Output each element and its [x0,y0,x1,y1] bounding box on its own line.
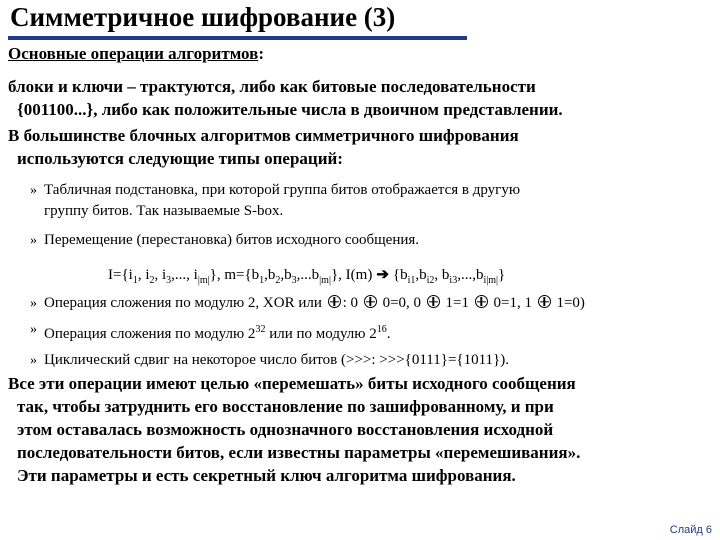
bullet-text-line: Табличная подстановка, при которой группа битов отображается в другую [44,182,521,198]
formula-text: }, m={b [209,267,260,283]
right-arrow-icon: ➔ [376,267,389,283]
formula-text: ,...b [296,267,320,283]
xor-text: Операция сложения по модулю 2, XOR или [44,295,322,311]
list-item [30,293,710,314]
conclusion-line: так, чтобы затруднить его восстановление по зашифрованному, и при [17,397,554,416]
formula-text: } [498,267,506,283]
formula-sub: i1 [407,275,416,286]
formula-text: , i [154,267,167,283]
bullet-text [44,180,520,222]
xor-text: 0=0, 0 [382,295,422,311]
intro-heading-line [8,42,708,65]
xor-circle-plus-icon [475,295,488,308]
paragraph-blocks-line2: {001100...}, либо как положительные числа в двоичном представлении. [17,100,563,119]
formula-text: ,b [264,267,276,283]
xor-text: 1=1 [445,295,469,311]
modulo-text: Операция сложения по модулю 2 [44,326,256,342]
formula-sub: |m| [197,275,210,286]
xor-text: : 0 [342,295,359,311]
bullet-text-xor [44,293,585,314]
formula-text: , b [434,267,450,283]
formula-text: ,b [415,267,427,283]
list-item [30,319,710,345]
formula-sub: 3 [291,275,297,286]
permutation-formula [108,265,505,286]
formula-sub: i2 [426,275,435,286]
formula-text: ,...,b [457,267,484,283]
formula-sub: 2 [149,275,155,286]
bullet-marker: » [30,296,37,311]
paragraph-operations-line2: используются следующие типы операций: [17,149,343,168]
formula-sub: |m| [319,275,331,286]
xor-circle-plus-icon [427,295,440,308]
formula-sub: 1 [132,275,138,286]
bullet-list-b [30,293,710,371]
list-item [30,350,710,371]
formula-text: ,..., i [171,267,198,283]
xor-circle-plus-icon [364,295,377,308]
xor-text: 0=1, 1 [493,295,532,311]
formula-text: ,b [280,267,292,283]
formula-text: I={i [108,267,133,283]
slide-title: Симметричное шифрование (3) [10,2,396,32]
bullet-marker: » [30,183,37,198]
conclusion-line: последовательности битов, если известны параметры «перемешивания». [17,443,581,462]
bullet-list-a2 [30,230,710,251]
formula-text: , i [137,267,150,283]
formula-sub: 3 [166,275,172,286]
title-underline [8,36,467,40]
paragraph-operations [8,124,708,170]
formula-sub: 2 [275,275,281,286]
intro-heading: Основные операции алгоритмов [8,44,259,63]
bullet-text: Перемещение (перестановка) битов исходного сообщения. [44,232,420,248]
modulo-text: или по модулю 2 [265,326,377,342]
paragraph-blocks [8,75,708,121]
conclusion-line: этом оставалась возможность однозначного восстановления исходной [17,420,554,439]
formula-sub: 1 [259,275,265,286]
formula-sub: i3 [449,275,458,286]
modulo-exponent: 32 [255,324,266,335]
modulo-text: . [386,326,391,342]
formula-text: {b [392,267,408,283]
modulo-exponent: 16 [376,324,387,335]
formula-sub: i|m| [483,275,499,286]
bullet-marker: » [30,322,37,337]
xor-text: 1=0) [556,295,585,311]
bullet-marker: » [30,353,37,368]
paragraph-blocks-line1: блоки и ключи – трактуются, либо как битовые последовательности [8,77,536,96]
bullet-marker: » [30,233,37,248]
bullet-text-shift: Циклический сдвиг на некоторое число битов (>>>: >>>{0111}={1011}). [44,352,509,368]
list-item [30,230,710,251]
paragraph-conclusion [8,372,708,487]
bullet-text-line: группу битов. Так называемые S-box. [44,203,284,219]
conclusion-line: Все эти операции имеют целью «перемешать» биты исходного сообщения [8,374,576,393]
paragraph-operations-line1: В большинстве блочных алгоритмов симметричного шифрования [8,126,519,145]
xor-circle-plus-icon [538,295,551,308]
xor-circle-plus-icon [328,295,341,308]
conclusion-line: Эти параметры и есть секретный ключ алгоритма шифрования. [17,466,516,485]
list-item [30,180,710,222]
intro-colon: : [258,44,264,63]
bullet-list-a [30,180,710,230]
bullet-text-modulo [44,319,390,345]
formula-text: }, I(m) [330,267,373,283]
slide-number: Слайд 6 [669,524,712,536]
